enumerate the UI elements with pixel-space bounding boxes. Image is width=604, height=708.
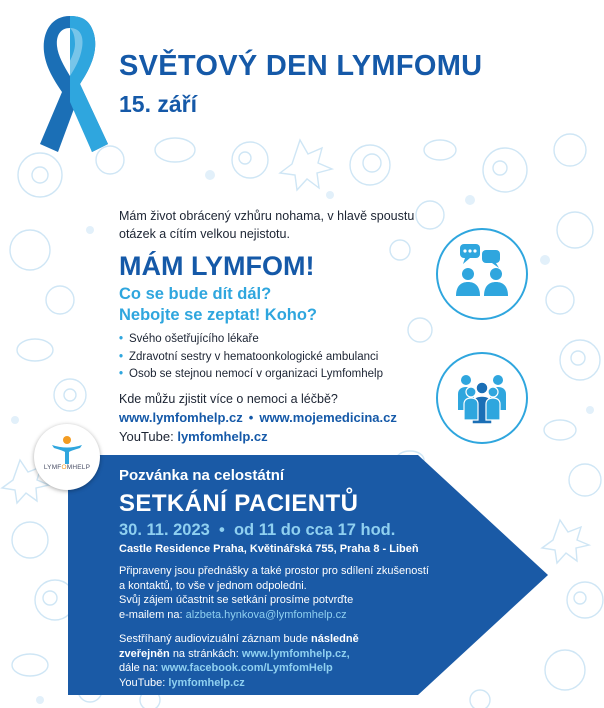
list-item: • Svého ošetřujícího lékaře: [119, 333, 259, 345]
meeting-venue: Castle Residence Praha, Květinářská 755, Praha 8 - Libeň: [119, 543, 419, 555]
page-title: SVĚTOVÝ DEN LYMFOMU: [119, 50, 483, 82]
invitation-subtitle: Pozvánka na celostátní: [119, 467, 285, 484]
awareness-ribbon-icon: [20, 6, 120, 156]
logo-text: LYMFOMHELP: [43, 464, 91, 471]
question-1: Co se bude dít dál?: [119, 285, 272, 303]
youtube-link[interactable]: lymfomhelp.cz: [168, 676, 245, 689]
separator: •: [248, 410, 254, 425]
two-people-chat-icon: [436, 228, 528, 320]
youtube-link[interactable]: lymfomhelp.cz: [177, 429, 268, 444]
question-2: Nebojte se zeptat! Koho?: [119, 306, 318, 324]
list-item: • Zdravotní sestry v hematoonkologické ambulanci: [119, 350, 379, 363]
email-link[interactable]: alzbeta.hynkova@lymfomhelp.cz: [185, 608, 347, 621]
event-date: 15. září: [119, 91, 197, 117]
website-link[interactable]: www.lymfomhelp.cz,: [241, 647, 350, 660]
group-of-people-icon: [436, 352, 528, 444]
intro-text: Mám život obrácený vzhůru nohama, v hlavě spoustu otázek a cítím velkou nejistotu.: [119, 209, 415, 241]
website-links: [119, 410, 397, 425]
list-item: • Osob se stejnou nemocí v organizaci Lymfomhelp: [119, 368, 383, 380]
info-question: Kde můžu zjistit více o nemoci a léčbě?: [119, 392, 338, 406]
meeting-datetime: 30. 11. 2023 • od 11 do cca 17 hod.: [119, 521, 396, 539]
lymfomhelp-logo: [34, 424, 100, 490]
recording-paragraph: Sestříhaný audiovizuální záznam bude následně zveřejněn na stránkách: www.lymfomhelp.cz, dále na: www.facebook.com/LymfomHelp YouTube: lymfomhelp.cz: [119, 633, 359, 689]
contacts-list: [119, 331, 383, 384]
link-mojemedicina[interactable]: www.mojemedicina.cz: [259, 410, 397, 425]
youtube-line: YouTube: lymfomhelp.cz: [119, 429, 268, 444]
facebook-link[interactable]: www.facebook.com/LymfomHelp: [161, 662, 333, 674]
invitation-paragraph: Připraveny jsou přednášky a také prostor pro sdílení zkušeností a kontaktů, to vše v jednom odpoledni. Svůj zájem účastnit se setkání prosíme potvrďte e-mailem na: alzbeta.hynkova@lymfomhelp.cz: [119, 565, 429, 621]
main-headline: MÁM LYMFOM!: [119, 251, 315, 281]
banner-title: SETKÁNÍ PACIENTŮ: [119, 490, 359, 517]
link-lymfomhelp[interactable]: www.lymfomhelp.cz: [119, 410, 243, 425]
